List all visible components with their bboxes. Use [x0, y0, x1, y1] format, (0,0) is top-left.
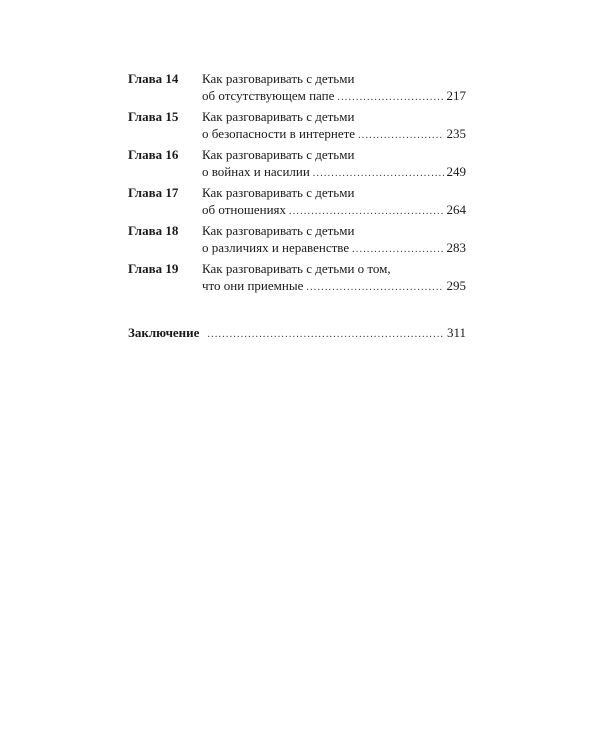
chapter-number: Глава 15 [128, 109, 179, 124]
toc-entry-chapter-16 [128, 146, 466, 184]
chapter-title-line2 [202, 239, 466, 258]
dot-leader [207, 326, 444, 343]
dot-leader [289, 203, 443, 220]
chapter-title-line2-text: об отсутствующем папе [202, 88, 335, 103]
table-of-contents [128, 70, 466, 340]
chapter-title-line1: Как разговаривать с детьми [202, 71, 355, 86]
page-number: 235 [446, 126, 466, 141]
chapter-title [202, 184, 466, 220]
dot-leader [306, 279, 443, 296]
chapter-title-line1: Как разговаривать с детьми [202, 109, 355, 124]
chapter-number: Глава 17 [128, 185, 179, 200]
toc-entry-conclusion [128, 324, 466, 343]
chapter-number: Глава 19 [128, 261, 179, 276]
chapter-title-line2-text: о безопасности в интернете [202, 126, 356, 141]
page-number: 311 [446, 325, 466, 340]
toc-entry-chapter-18 [128, 222, 466, 260]
chapter-number: Глава 18 [128, 223, 179, 238]
page-number: 249 [446, 164, 466, 179]
chapter-title-line2 [202, 87, 466, 106]
chapter-title-line2-text: о войнах и насилии [202, 164, 310, 179]
chapter-title-line1: Как разговаривать с детьми [202, 147, 355, 162]
chapter-number: Глава 16 [128, 147, 179, 162]
toc-entry-chapter-15 [128, 108, 466, 146]
chapter-title-line2 [202, 163, 466, 182]
toc-entry-chapter-17 [128, 184, 466, 222]
toc-entry-chapter-14 [128, 70, 466, 108]
chapter-title [202, 108, 466, 144]
conclusion-label: Заключение [128, 325, 200, 340]
dot-leader [337, 89, 443, 106]
chapter-title-line2 [202, 125, 466, 144]
chapter-title-line2 [202, 201, 466, 220]
chapter-title-line1: Как разговаривать с детьми [202, 185, 355, 200]
page-number: 283 [446, 240, 466, 255]
chapter-title [202, 260, 466, 296]
page-number: 217 [446, 88, 466, 103]
chapter-title [202, 222, 466, 258]
chapter-title-line2-text: что они приемные [202, 278, 304, 293]
chapter-title-line2-text: об отношениях [202, 202, 287, 217]
chapter-title [202, 146, 466, 182]
dot-leader [352, 241, 443, 258]
page-number: 295 [446, 278, 466, 293]
chapter-number: Глава 14 [128, 71, 179, 86]
chapter-title-line2 [202, 277, 466, 296]
toc-entry-chapter-19 [128, 260, 466, 298]
chapter-title-line1: Как разговаривать с детьми о том, [202, 261, 391, 276]
dot-leader [313, 165, 444, 182]
chapter-title [202, 70, 466, 106]
chapter-title-line2-text: о различиях и неравенстве [202, 240, 350, 255]
page-number: 264 [446, 202, 466, 217]
dot-leader [358, 127, 443, 144]
chapter-title-line1: Как разговаривать с детьми [202, 223, 355, 238]
